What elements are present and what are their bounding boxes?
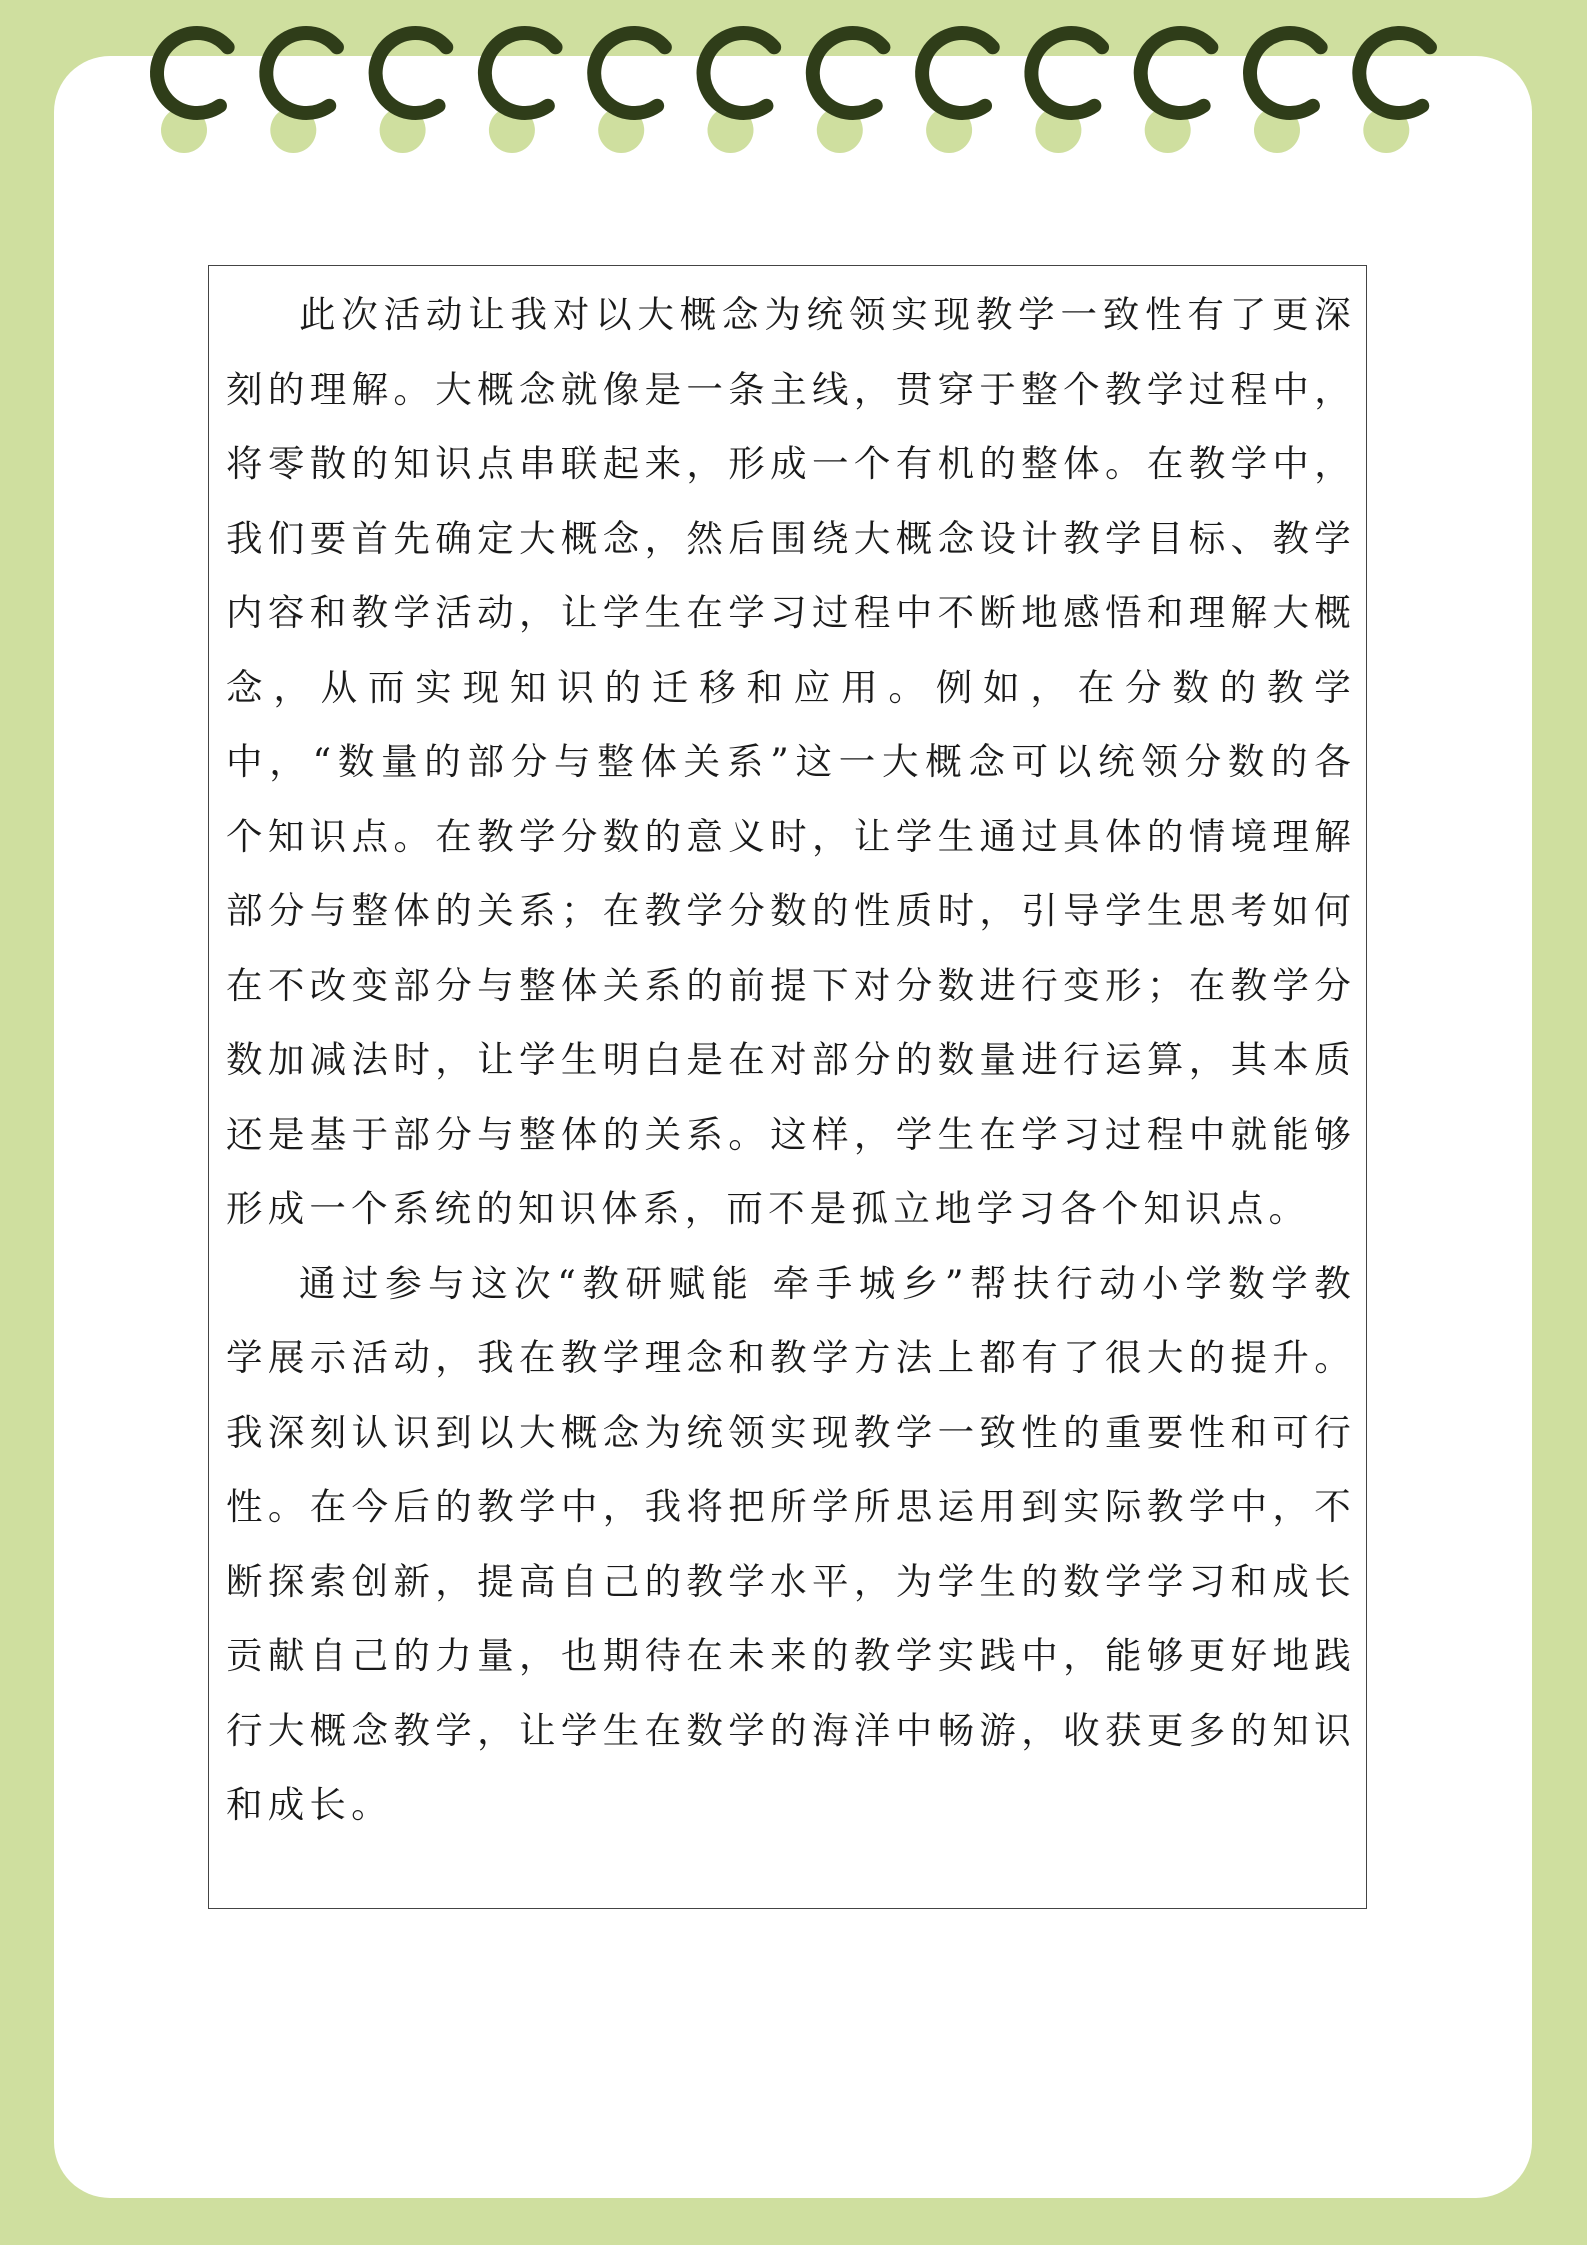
spiral-ring-icon — [376, 33, 447, 153]
spiral-ring-icon — [1031, 33, 1102, 153]
ring-arc — [1250, 33, 1321, 113]
ring-arc — [704, 33, 775, 113]
ring-arc — [266, 33, 337, 113]
spiral-ring-icon — [1359, 33, 1430, 153]
ring-arc — [1031, 33, 1102, 113]
spiral-ring-icon — [813, 33, 884, 153]
ring-arc — [485, 33, 556, 113]
spiral-ring-icon — [594, 33, 665, 153]
spiral-ring-icon — [922, 33, 993, 153]
ring-arc — [376, 33, 447, 113]
spiral-ring-icon — [1141, 33, 1212, 153]
spiral-ring-icon — [157, 33, 228, 153]
ring-arc — [594, 33, 665, 113]
text-box — [208, 265, 1367, 1909]
paragraph-2: 通过参与这次“教研赋能 牵手城乡”帮扶行动小学数学教学展示活动，我在教学理念和教学方法上都有了很大的提升。我深刻认识到以大概念为统领实现教学一致性的重要性和可行性。在今后的教学中，我将把所学所思运用到实际教学中，不断探索创新，提高自己的教学水平，为学生的数学学习和成长贡献自己的力量，也期待在未来的教学实践中，能够更好地践行大概念教学，让学生在数学的海洋中畅游，收获更多的知识和成长。 — [226, 1261, 1356, 1826]
ring-arc — [157, 33, 228, 113]
paragraph-1: 此次活动让我对以大概念为统领实现教学一致性有了更深刻的理解。大概念就像是一条主线，贯穿于整个教学过程中，将零散的知识点串联起来，形成一个有机的整体。在教学中，我们要首先确定大概念，然后围绕大概念设计教学目标、教学内容和教学活动，让学生在学习过程中不断地感悟和理解大概念，从而实现知识的迁移和应用。例如，在分数的教学中，“数量的部分与整体关系”这一大概念可以统领分数的各个知识点。在教学分数的意义时，让学生通过具体的情境理解部分与整体的关系；在教学分数的性质时，引导学生思考如何在不改变部分与整体关系的前提下对分数进行变形；在教学分数加减法时，让学生明白是在对部分的数量进行运算，其本质还是基于部分与整体的关系。这样，学生在学习过程中就能够形成一个系统的知识体系，而不是孤立地学习各个知识点。 — [226, 293, 1356, 1230]
ring-arc — [1359, 33, 1430, 113]
spiral-ring-icon — [266, 33, 337, 153]
spiral-ring-icon — [704, 33, 775, 153]
ring-arc — [1141, 33, 1212, 113]
spiral-ring-icon — [1250, 33, 1321, 153]
spiral-binding — [0, 0, 1587, 170]
spiral-ring-icon — [485, 33, 556, 153]
ring-arc — [922, 33, 993, 113]
ring-arc — [813, 33, 884, 113]
